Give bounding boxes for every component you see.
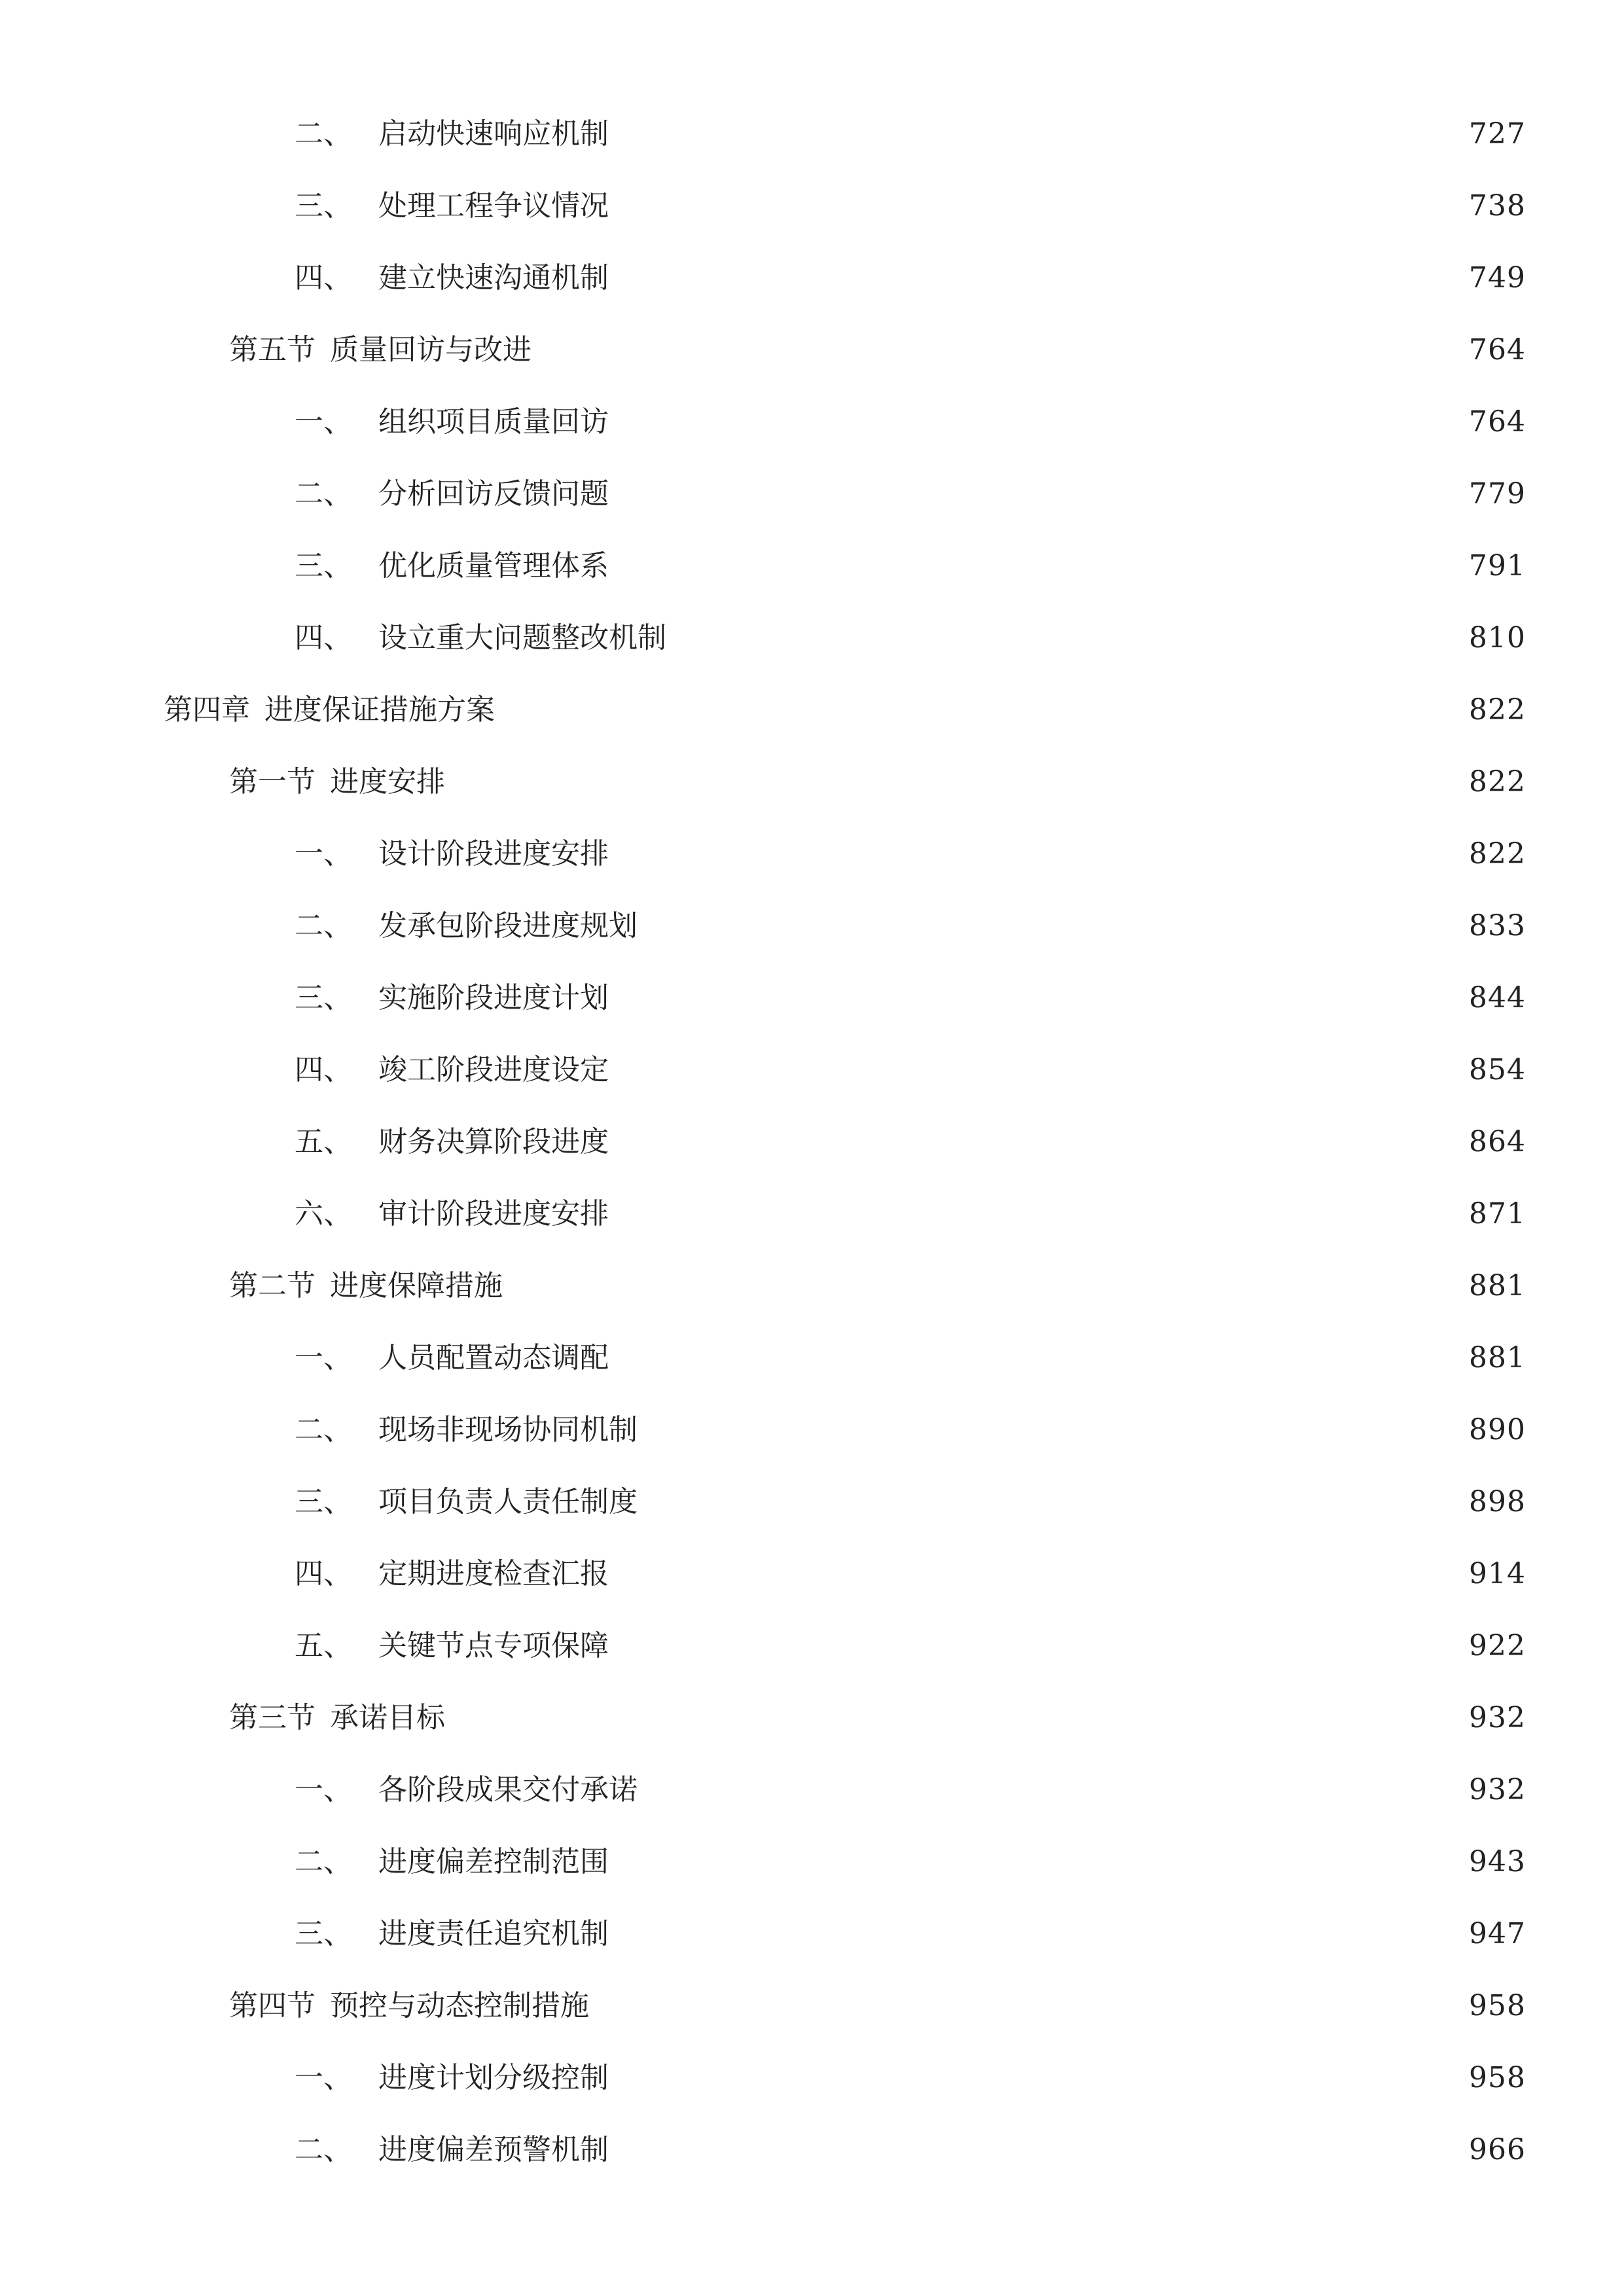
dot-leader — [615, 2064, 1460, 2092]
dot-leader — [615, 2136, 1460, 2164]
toc-entry-page-number: 932 — [1469, 1701, 1526, 1734]
toc-entry-page-number: 890 — [1469, 1413, 1526, 1446]
toc-entry-title: 人员配置动态调配 — [378, 1341, 609, 1374]
toc-entry-title: 建立快速沟通机制 — [378, 261, 609, 295]
toc-entry-title: 项目负责人责任制度 — [378, 1485, 638, 1518]
toc-entry-title: 进度保证措施方案 — [264, 693, 495, 726]
toc-entry-title: 设计阶段进度安排 — [378, 837, 609, 870]
toc-entry[interactable] — [0, 1034, 1624, 1106]
toc-entry-page-number: 727 — [1469, 117, 1526, 151]
toc-entry[interactable] — [0, 1466, 1624, 1538]
toc-entry-number: 第五节 — [229, 333, 316, 367]
toc-entry[interactable] — [0, 674, 1624, 746]
toc-entry-number: 一、 — [295, 837, 352, 870]
toc-entry-title: 审计阶段进度安排 — [378, 1197, 609, 1230]
toc-entry-number: 第一节 — [229, 765, 316, 798]
toc-entry[interactable] — [0, 386, 1624, 458]
toc-entry-page-number: 922 — [1469, 1629, 1526, 1662]
toc-entry[interactable] — [0, 1394, 1624, 1466]
toc-entry-number: 四、 — [295, 1557, 352, 1590]
toc-entry[interactable] — [0, 530, 1624, 602]
toc-entry-page-number: 844 — [1469, 981, 1526, 1014]
toc-entry-title: 进度保障措施 — [330, 1269, 503, 1302]
toc-entry-page-number: 822 — [1469, 837, 1526, 870]
toc-entry-page-number: 764 — [1469, 333, 1526, 367]
dot-leader — [452, 1704, 1460, 1732]
toc-entry-page-number: 822 — [1469, 765, 1526, 798]
dot-leader — [615, 1920, 1460, 1948]
toc-entry-title: 各阶段成果交付承诺 — [378, 1773, 638, 1806]
dot-leader — [615, 120, 1460, 149]
toc-entry-number: 二、 — [295, 117, 352, 151]
dot-leader — [538, 336, 1460, 365]
toc-entry-title: 进度安排 — [330, 765, 445, 798]
toc-entry[interactable] — [0, 98, 1624, 170]
toc-entry-title: 竣工阶段进度设定 — [378, 1053, 609, 1086]
dot-leader — [644, 1416, 1460, 1444]
dot-leader — [644, 1776, 1460, 1804]
toc-entry-page-number: 943 — [1469, 1845, 1526, 1878]
toc-entry-title: 预控与动态控制措施 — [330, 1989, 589, 2022]
toc-entry-number: 六、 — [295, 1197, 352, 1230]
dot-leader — [615, 1632, 1460, 1660]
dot-leader — [615, 1344, 1460, 1372]
toc-entry-number: 二、 — [295, 909, 352, 942]
toc-entry-number: 二、 — [295, 1845, 352, 1878]
toc-entry[interactable] — [0, 1538, 1624, 1610]
toc-entry-page-number: 854 — [1469, 1053, 1526, 1086]
toc-entry-title: 启动快速响应机制 — [378, 117, 609, 151]
toc-entry-number: 第四节 — [229, 1989, 316, 2022]
dot-leader — [509, 1272, 1460, 1300]
toc-entry-title: 质量回访与改进 — [330, 333, 532, 367]
dot-leader — [615, 1848, 1460, 1876]
toc-entry-title: 实施阶段进度计划 — [378, 981, 609, 1014]
toc-entry[interactable] — [0, 602, 1624, 674]
toc-entry-title: 发承包阶段进度规划 — [378, 909, 638, 942]
dot-leader — [673, 624, 1460, 653]
toc-entry[interactable] — [0, 962, 1624, 1034]
toc-entry-page-number: 914 — [1469, 1557, 1526, 1590]
toc-entry-number: 五、 — [295, 1125, 352, 1158]
dot-leader — [644, 912, 1460, 941]
toc-entry-number: 二、 — [295, 477, 352, 511]
toc-entry-page-number: 881 — [1469, 1269, 1526, 1302]
toc-entry-number: 三、 — [295, 1917, 352, 1950]
toc-entry-page-number: 764 — [1469, 405, 1526, 439]
dot-leader — [596, 1992, 1460, 2020]
toc-entry[interactable] — [0, 2042, 1624, 2114]
toc-entry-title: 进度偏差预警机制 — [378, 2133, 609, 2166]
toc-entry-number: 第四章 — [164, 693, 250, 726]
toc-entry-number: 二、 — [295, 1413, 352, 1446]
toc-entry-page-number: 738 — [1469, 189, 1526, 223]
toc-entry-number: 四、 — [295, 261, 352, 295]
toc-entry-title: 进度计划分级控制 — [378, 2061, 609, 2094]
toc-entry[interactable] — [0, 2114, 1624, 2186]
toc-entry-title: 现场非现场协同机制 — [378, 1413, 638, 1446]
toc-entry-title: 进度偏差控制范围 — [378, 1845, 609, 1878]
toc-entry-number: 二、 — [295, 2133, 352, 2166]
dot-leader — [615, 984, 1460, 1013]
toc-entry[interactable] — [0, 1970, 1624, 2042]
dot-leader — [615, 840, 1460, 869]
toc-entry-title: 进度责任追究机制 — [378, 1917, 609, 1950]
toc-entry-page-number: 958 — [1469, 1989, 1526, 2022]
toc-entry-number: 一、 — [295, 405, 352, 439]
dot-leader — [615, 264, 1460, 293]
toc-entry-title: 处理工程争议情况 — [378, 189, 609, 223]
toc-entry-number: 三、 — [295, 981, 352, 1014]
toc-entry-number: 五、 — [295, 1629, 352, 1662]
toc-entry[interactable] — [0, 1898, 1624, 1970]
toc-entry[interactable] — [0, 1610, 1624, 1682]
toc-entry-number: 一、 — [295, 2061, 352, 2094]
toc-entry-page-number: 822 — [1469, 693, 1526, 726]
dot-leader — [615, 1560, 1460, 1588]
dot-leader — [615, 1056, 1460, 1085]
toc-entry-title: 财务决算阶段进度 — [378, 1125, 609, 1158]
toc-entry-page-number: 947 — [1469, 1917, 1526, 1950]
toc-entry[interactable] — [0, 458, 1624, 530]
toc-entry[interactable] — [0, 818, 1624, 890]
toc-entry-title: 设立重大问题整改机制 — [378, 621, 666, 655]
table-of-contents — [0, 98, 1624, 2186]
toc-entry[interactable] — [0, 314, 1624, 386]
toc-entry-title: 关键节点专项保障 — [378, 1629, 609, 1662]
toc-entry-page-number: 958 — [1469, 2061, 1526, 2094]
toc-entry-page-number: 871 — [1469, 1197, 1526, 1230]
dot-leader — [615, 1200, 1460, 1229]
dot-leader — [615, 408, 1460, 437]
toc-entry-number: 四、 — [295, 1053, 352, 1086]
dot-leader — [452, 768, 1460, 797]
toc-entry[interactable] — [0, 1754, 1624, 1826]
toc-entry-title: 承诺目标 — [330, 1701, 445, 1734]
toc-entry-number: 一、 — [295, 1773, 352, 1806]
dot-leader — [615, 1128, 1460, 1157]
toc-entry-page-number: 898 — [1469, 1485, 1526, 1518]
toc-entry[interactable] — [0, 746, 1624, 818]
toc-entry-page-number: 779 — [1469, 477, 1526, 511]
toc-entry-number: 第三节 — [229, 1701, 316, 1734]
dot-leader — [615, 552, 1460, 581]
toc-entry-title: 组织项目质量回访 — [378, 405, 609, 439]
toc-entry[interactable] — [0, 1178, 1624, 1250]
toc-entry-number: 四、 — [295, 621, 352, 655]
toc-entry[interactable] — [0, 1106, 1624, 1178]
toc-entry[interactable] — [0, 1322, 1624, 1394]
toc-entry-number: 三、 — [295, 1485, 352, 1518]
toc-entry-page-number: 791 — [1469, 549, 1526, 583]
toc-entry-page-number: 932 — [1469, 1773, 1526, 1806]
toc-entry[interactable] — [0, 1682, 1624, 1754]
toc-entry-page-number: 810 — [1469, 621, 1526, 655]
toc-entry-number: 一、 — [295, 1341, 352, 1374]
toc-entry-page-number: 881 — [1469, 1341, 1526, 1374]
toc-entry-title: 优化质量管理体系 — [378, 549, 609, 583]
toc-entry[interactable] — [0, 1826, 1624, 1898]
dot-leader — [615, 192, 1460, 221]
toc-entry-page-number: 749 — [1469, 261, 1526, 295]
toc-entry-title: 定期进度检查汇报 — [378, 1557, 609, 1590]
toc-entry[interactable] — [0, 170, 1624, 242]
toc-entry[interactable] — [0, 890, 1624, 962]
toc-entry-number: 三、 — [295, 189, 352, 223]
toc-entry-number: 三、 — [295, 549, 352, 583]
toc-entry-number: 第二节 — [229, 1269, 316, 1302]
dot-leader — [615, 480, 1460, 509]
toc-entry-page-number: 833 — [1469, 909, 1526, 942]
dot-leader — [501, 696, 1460, 725]
toc-entry[interactable] — [0, 242, 1624, 314]
toc-entry[interactable] — [0, 1250, 1624, 1322]
toc-entry-page-number: 864 — [1469, 1125, 1526, 1158]
toc-entry-page-number: 966 — [1469, 2133, 1526, 2166]
toc-entry-title: 分析回访反馈问题 — [378, 477, 609, 511]
dot-leader — [644, 1488, 1460, 1516]
